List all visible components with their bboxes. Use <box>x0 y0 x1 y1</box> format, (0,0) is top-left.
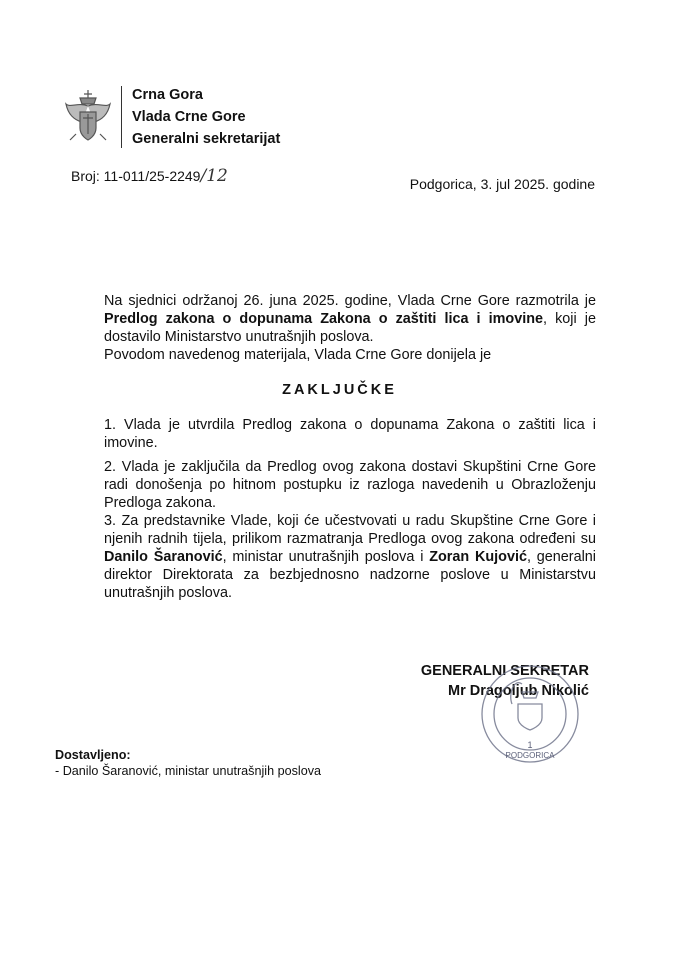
stamp-number: 1 <box>527 740 533 750</box>
department-name: Generalni sekretarijat <box>132 131 281 147</box>
coat-of-arms-icon <box>64 88 112 146</box>
reference-text: Broj: 11-011/25-2249 <box>71 168 201 184</box>
signature-name: Mr Dragoljub Nikolić <box>448 683 589 699</box>
official-stamp <box>478 662 582 766</box>
distribution-label: Dostavljeno: <box>55 748 131 762</box>
government-name: Vlada Crne Gore <box>132 109 246 125</box>
signature-title: GENERALNI SEKRETAR <box>420 663 589 679</box>
reference-number <box>71 166 228 186</box>
representative-2: Zoran Kujović <box>429 549 527 565</box>
distribution-item: - Danilo Šaranović, ministar unutrašnjih poslova <box>55 764 321 778</box>
country-name: Crna Gora <box>132 87 203 103</box>
conclusions-title: ZAKLJUČKE <box>282 382 397 398</box>
intro-paragraph-2: Povodom navedenog materijala, Vlada Crne Gore donijela je <box>104 347 492 363</box>
law-title: Predlog zakona o dopunama Zakona o zaštiti lica i imovine <box>104 311 544 327</box>
conclusion-item-2: 2. Vlada je zaključila da Predlog ovog zakona dostavi Skupštini Crne Gore radi donošenja po hitnom postupku iz razloga navedenih u Obrazloženju Predloga zakona. <box>104 459 596 511</box>
handwritten-suffix: /12 <box>200 166 228 186</box>
conclusion-item-3: 3. Za predstavnike Vlade, koji će učestvovati u radu Skupštine Crne Gore i njenih radnih tijela, prilikom razmatranja Predloga ovog zakona određeni su Danilo Šaranović, ministar unutrašnjih poslova i Zoran Kujović, generalni direktor Direktorata za bezbjednosno nadzorne poslove u Ministarstvu unutrašnjih poslova. <box>104 513 596 601</box>
document-date: Podgorica, 3. jul 2025. godine <box>409 176 595 192</box>
representative-1: Danilo Šaranović <box>104 549 223 565</box>
header-divider <box>121 86 122 148</box>
stamp-city: PODGORICA <box>505 751 555 760</box>
intro-paragraph: Na sjednici održanoj 26. juna 2025. godine, Vlada Crne Gore razmotrila je Predlog zakona o dopunama Zakona o zaštiti lica i imovine, koji je dostavilo Ministarstvo unutrašnjih poslova. <box>104 293 596 345</box>
conclusion-item-1: 1. Vlada je utvrdila Predlog zakona o dopunama Zakona o zaštiti lica i imovine. <box>104 417 596 451</box>
